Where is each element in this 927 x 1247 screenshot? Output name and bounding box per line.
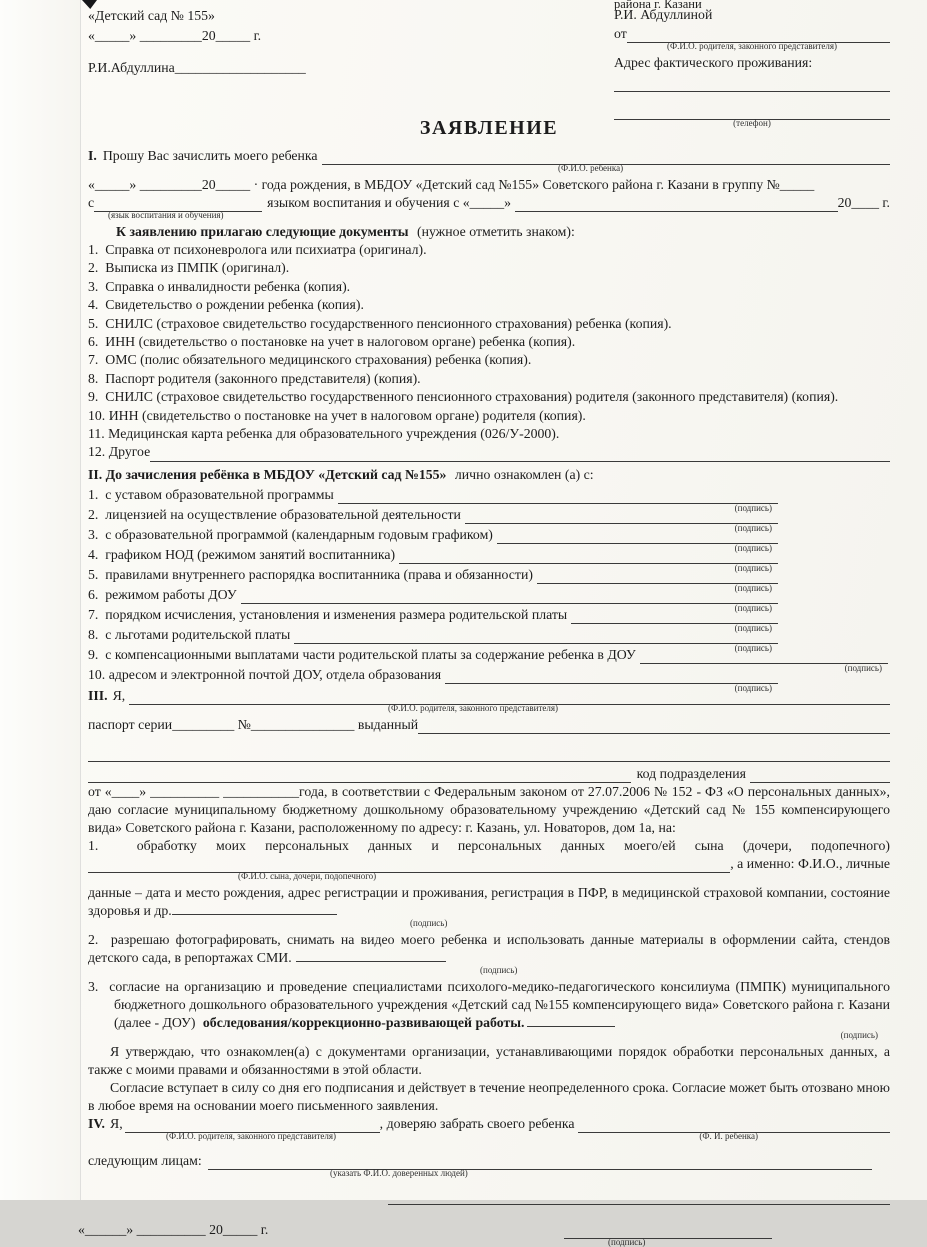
consent-item-3-text: 3. согласие на организацию и проведение специалистами психолого-медико-педагогического консилиума (ПМПК) муниципального бюджетного дошкольного образовательного учреждения «Детский сад №155 компенсирующего вида» Советского района г. Казани (далее - ДОУ) — [88, 978, 890, 1030]
fill-in-blank — [172, 903, 337, 915]
acknowledgement-text: 6. режимом работы ДОУ — [88, 586, 237, 602]
affirmation-paragraph: Я утверждаю, что ознакомлен(а) с документами организации, устанавливающими порядок обработки персональных данных, а также с моими правами и обязанностями в этой области. — [88, 1043, 890, 1077]
extra-blank-line — [88, 1191, 890, 1205]
signature-caption: (подпись) — [734, 602, 772, 613]
acknowledgement-text: 5. правилами внутреннего распорядка воспитанника (права и обязанности) — [88, 566, 533, 582]
footer-signature-caption: (подпись) — [608, 1236, 646, 1247]
fill-in-blank — [640, 650, 888, 664]
fill-in-blank — [208, 1156, 872, 1170]
child-name-caption: (Ф. И. ребенка) — [699, 1130, 758, 1141]
signature-caption: (подпись) — [480, 964, 518, 975]
fill-in-blank — [388, 1191, 890, 1205]
acknowledgement-text: 3. с образовательной программой (календарным годовым графиком) — [88, 526, 493, 542]
fill-in-blank — [750, 769, 890, 783]
section-4-number: IV. — [88, 1115, 106, 1131]
acknowledgement-heading — [88, 466, 890, 484]
trusted-persons-label: следующим лицам: — [88, 1152, 202, 1168]
fill-in-blank — [88, 748, 890, 762]
parent-name-caption: (Ф.И.О. родителя, законного представителя) — [166, 1130, 337, 1141]
acknowledgement-item — [88, 524, 890, 553]
from-caption: (Ф.И.О. родителя, законного представителя) — [666, 41, 838, 51]
document-list-item: 10. ИНН (свидетельство о постановке на учет в налоговом органе) родителя (копия). — [88, 407, 586, 423]
fill-in-blank — [241, 590, 778, 604]
acknowledgement-item — [88, 644, 890, 673]
signature-caption: (подпись) — [734, 522, 772, 533]
acknowledgement-item — [88, 584, 890, 613]
fill-in-blank — [294, 630, 778, 644]
order-date-line: «_____» _________20_____ г. — [88, 28, 262, 43]
acknowledgement-text: 4. графиком НОД (режимом занятий воспитанника) — [88, 546, 396, 562]
fill-in-blank — [418, 720, 890, 734]
document-list-item: 4. Свидетельство о рождении ребенка (копия). — [88, 297, 364, 313]
signature-caption: (подпись) — [844, 662, 882, 673]
consent-item-1-cont-text: данные – дата и место рождения, адрес регистрации и проживания, регистрация в ПФР, в медицинской страховой компании, состояние здоровья и др. — [88, 884, 890, 918]
passport-line — [88, 716, 890, 734]
fill-in-blank — [465, 510, 778, 524]
fill-in-blank — [564, 1225, 772, 1239]
fill-in-blank — [614, 78, 890, 92]
fill-in-blank — [497, 530, 778, 544]
pickup-i-label: Я, — [110, 1115, 123, 1131]
acknowledgement-text: 7. порядком исчисления, установления и изменения размера родительской платы — [88, 606, 568, 622]
passport-text: паспорт серии_________ №_______________ выданный — [88, 716, 419, 732]
child-fio-caption: (Ф.И.О. сына, дочери, подопечного) — [238, 870, 377, 881]
fill-in-blank — [445, 670, 778, 684]
fill-in-blank — [571, 610, 778, 624]
acknowledgement-text: 9. с компенсационными выплатами части родительской платы за содержание ребенка в ДОУ — [88, 646, 636, 662]
fill-in-blank — [296, 950, 446, 962]
consent-item-1-line: 1. обработку моих персональных данных и персональных данных моего/ей сына (дочери, подопечного) — [88, 837, 890, 853]
acknowledgement-item — [88, 624, 890, 653]
section-3-number: III. — [88, 687, 108, 703]
from-label: от — [614, 26, 627, 41]
trusted-persons-line — [88, 1152, 890, 1170]
org-name: «Детский сад № 155» — [88, 8, 215, 23]
pickup-entrust-text: , доверяю забрать своего ребенка — [379, 1115, 575, 1131]
header-right-block — [614, 0, 890, 128]
trusted-persons-caption: (указать Ф.И.О. доверенных людей) — [330, 1167, 468, 1178]
unit-code-line — [88, 765, 890, 783]
fill-in-blank — [88, 769, 631, 783]
consent-item-3 — [88, 978, 890, 1032]
acknowledgement-item — [88, 664, 890, 693]
request-line — [88, 147, 890, 165]
document-list-item: 2. Выписка из ПМПК (оригинал). — [88, 260, 290, 276]
document-list-item-other — [88, 443, 890, 461]
acknowledgement-item — [88, 604, 890, 633]
birth-date-line: «_____» _________20_____ · года рождения, в МБДОУ «Детский сад №155» Советского района г. Казани в группу №_____ — [88, 177, 815, 192]
acknowledgement-text: 10. адресом и электронной почтой ДОУ, отдела образования — [88, 666, 442, 682]
acknowledgement-text: 1. с уставом образовательной программы — [88, 486, 334, 502]
documents-list — [88, 241, 890, 462]
acknowledgement-item — [88, 564, 890, 593]
signature-caption: (подпись) — [840, 1029, 878, 1040]
consent-item-1-continuation — [88, 884, 890, 920]
fill-in-blank — [338, 490, 778, 504]
document-list-item: 11. Медицинская карта ребенка для образовательного учреждения (026/У-2000). — [88, 426, 560, 442]
signature-caption: (подпись) — [734, 622, 772, 633]
consent-item-2-text: 2. разрешаю фотографировать, снимать на видео моего ребенка и использовать данные материалы в оформлении сайта, стендов детского сада, в репортажах СМИ. — [88, 931, 890, 965]
acknowledgement-item — [88, 544, 890, 573]
document-list-item: 7. ОМС (полис обязательного медицинского страхования) ребенка (копия). — [88, 352, 532, 368]
passport-continuation-blank — [88, 748, 890, 762]
document-list-item: 1. Справка от психоневролога или психиатра (оригинал). — [88, 242, 427, 257]
scan-left-margin — [0, 0, 81, 1200]
request-text: Прошу Вас зачислить моего ребенка — [102, 148, 318, 163]
fill-in-blank — [515, 198, 838, 212]
section-1-number: I. — [88, 148, 97, 163]
fill-in-blank — [150, 448, 890, 462]
acknowledgement-text: 2. лицензией на осуществление образовательной деятельности — [88, 506, 461, 522]
consent-item-2 — [88, 931, 890, 967]
director-name-line: Р.И.Абдуллина___________________ — [88, 60, 306, 75]
footer — [78, 1221, 890, 1239]
consent-item-1-blank-line — [88, 855, 890, 873]
signature-caption: (подпись) — [734, 582, 772, 593]
child-name-caption: (Ф.И.О. ребенка) — [558, 163, 624, 173]
acknowledgement-item — [88, 504, 890, 533]
language-text: языком воспитания и обучения с «_____» — [267, 195, 512, 210]
acknowledgement-heading-tail: лично ознакомлен (а) с: — [454, 466, 594, 482]
signature-caption: (подпись) — [734, 562, 772, 573]
validity-paragraph: Согласие вступает в силу со дня его подписания и действует в течение неопределенного срока. Согласие может быть отозвано мною в любое время на основании моего письменного заявления. — [88, 1079, 890, 1113]
other-label: 12. Другое — [88, 444, 151, 460]
language-year: 20____ г. — [837, 195, 890, 210]
document-list-item: 9. СНИЛС (страховое свидетельство государственного пенсионного страхования) родителя (законного представителя) (копия). — [88, 389, 839, 405]
acknowledgement-list — [88, 484, 890, 693]
acknowledgement-item — [88, 484, 890, 513]
fill-in-blank — [527, 1015, 615, 1027]
consent-item-3-bold: обследования/коррекционно-развивающей работы. — [202, 1014, 525, 1030]
acknowledgement-heading-bold: II. До зачисления ребёнка в МБДОУ «Детский сад №155» — [88, 466, 447, 482]
fill-in-blank — [88, 859, 730, 873]
pickup-captions-row — [88, 1130, 890, 1144]
document-title: ЗАЯВЛЕНИЕ — [419, 117, 559, 139]
addressee-name: Р.И. Абдуллиной — [614, 7, 713, 22]
signature-caption: (подпись) — [734, 502, 772, 513]
header-left-block — [88, 3, 418, 107]
document-list-item: 6. ИНН (свидетельство о постановке на учет в налоговом органе) ребенка (копия). — [88, 334, 576, 350]
unit-code-label: код подразделения — [636, 765, 746, 781]
signature-caption: (подпись) — [734, 682, 772, 693]
language-prefix: с — [88, 195, 95, 210]
signature-caption: (подпись) — [410, 917, 448, 928]
address-label: Адрес фактического проживания: — [614, 55, 813, 70]
footer-date-line: «______» __________ 20_____ г. — [78, 1221, 269, 1237]
address-blank-1 — [614, 78, 890, 92]
consent-i-label: Я, — [112, 687, 126, 703]
documents-heading — [88, 223, 890, 241]
signature-caption: (подпись) — [734, 542, 772, 553]
law-paragraph: от «____» __________ ___________года, в соответствии с Федеральным законом от 27.07.2006 № 152 - ФЗ «О персональных данных», даю согласие муниципальному бюджетному дошкольному образовательному учреждению «Детский сад № 155 компенсирующего вида» Советского района г. Казани, расположенному по адресу: г. Казань, ул. Новаторов, дом 1а, на: — [88, 783, 890, 835]
clipped-header-line: района г. Казани — [614, 0, 702, 11]
document-list-item: 5. СНИЛС (страховое свидетельство государственного пенсионного страхования) ребенка (копия). — [88, 315, 672, 331]
documents-heading-bold: К заявлению прилагаю следующие документы — [116, 224, 409, 239]
parent-name-caption: (Ф.И.О. родителя, законного представителя) — [388, 702, 559, 713]
signature-caption: (подпись) — [734, 642, 772, 653]
fill-in-blank — [537, 570, 778, 584]
document-list-item: 3. Справка о инвалидности ребенка (копия). — [88, 278, 351, 294]
phone-caption: (телефон) — [733, 118, 771, 128]
document-list-item: 8. Паспорт родителя (законного представителя) (копия). — [88, 370, 421, 386]
fill-in-blank — [399, 550, 778, 564]
documents-heading-tail: (нужное отметить знаком): — [416, 224, 575, 239]
acknowledgement-text: 8. с льготами родительской платы — [88, 626, 291, 642]
language-caption: (язык воспитания и обучения) — [108, 210, 224, 220]
consent-item-1-tail: , а именно: Ф.И.О., личные — [730, 855, 890, 871]
